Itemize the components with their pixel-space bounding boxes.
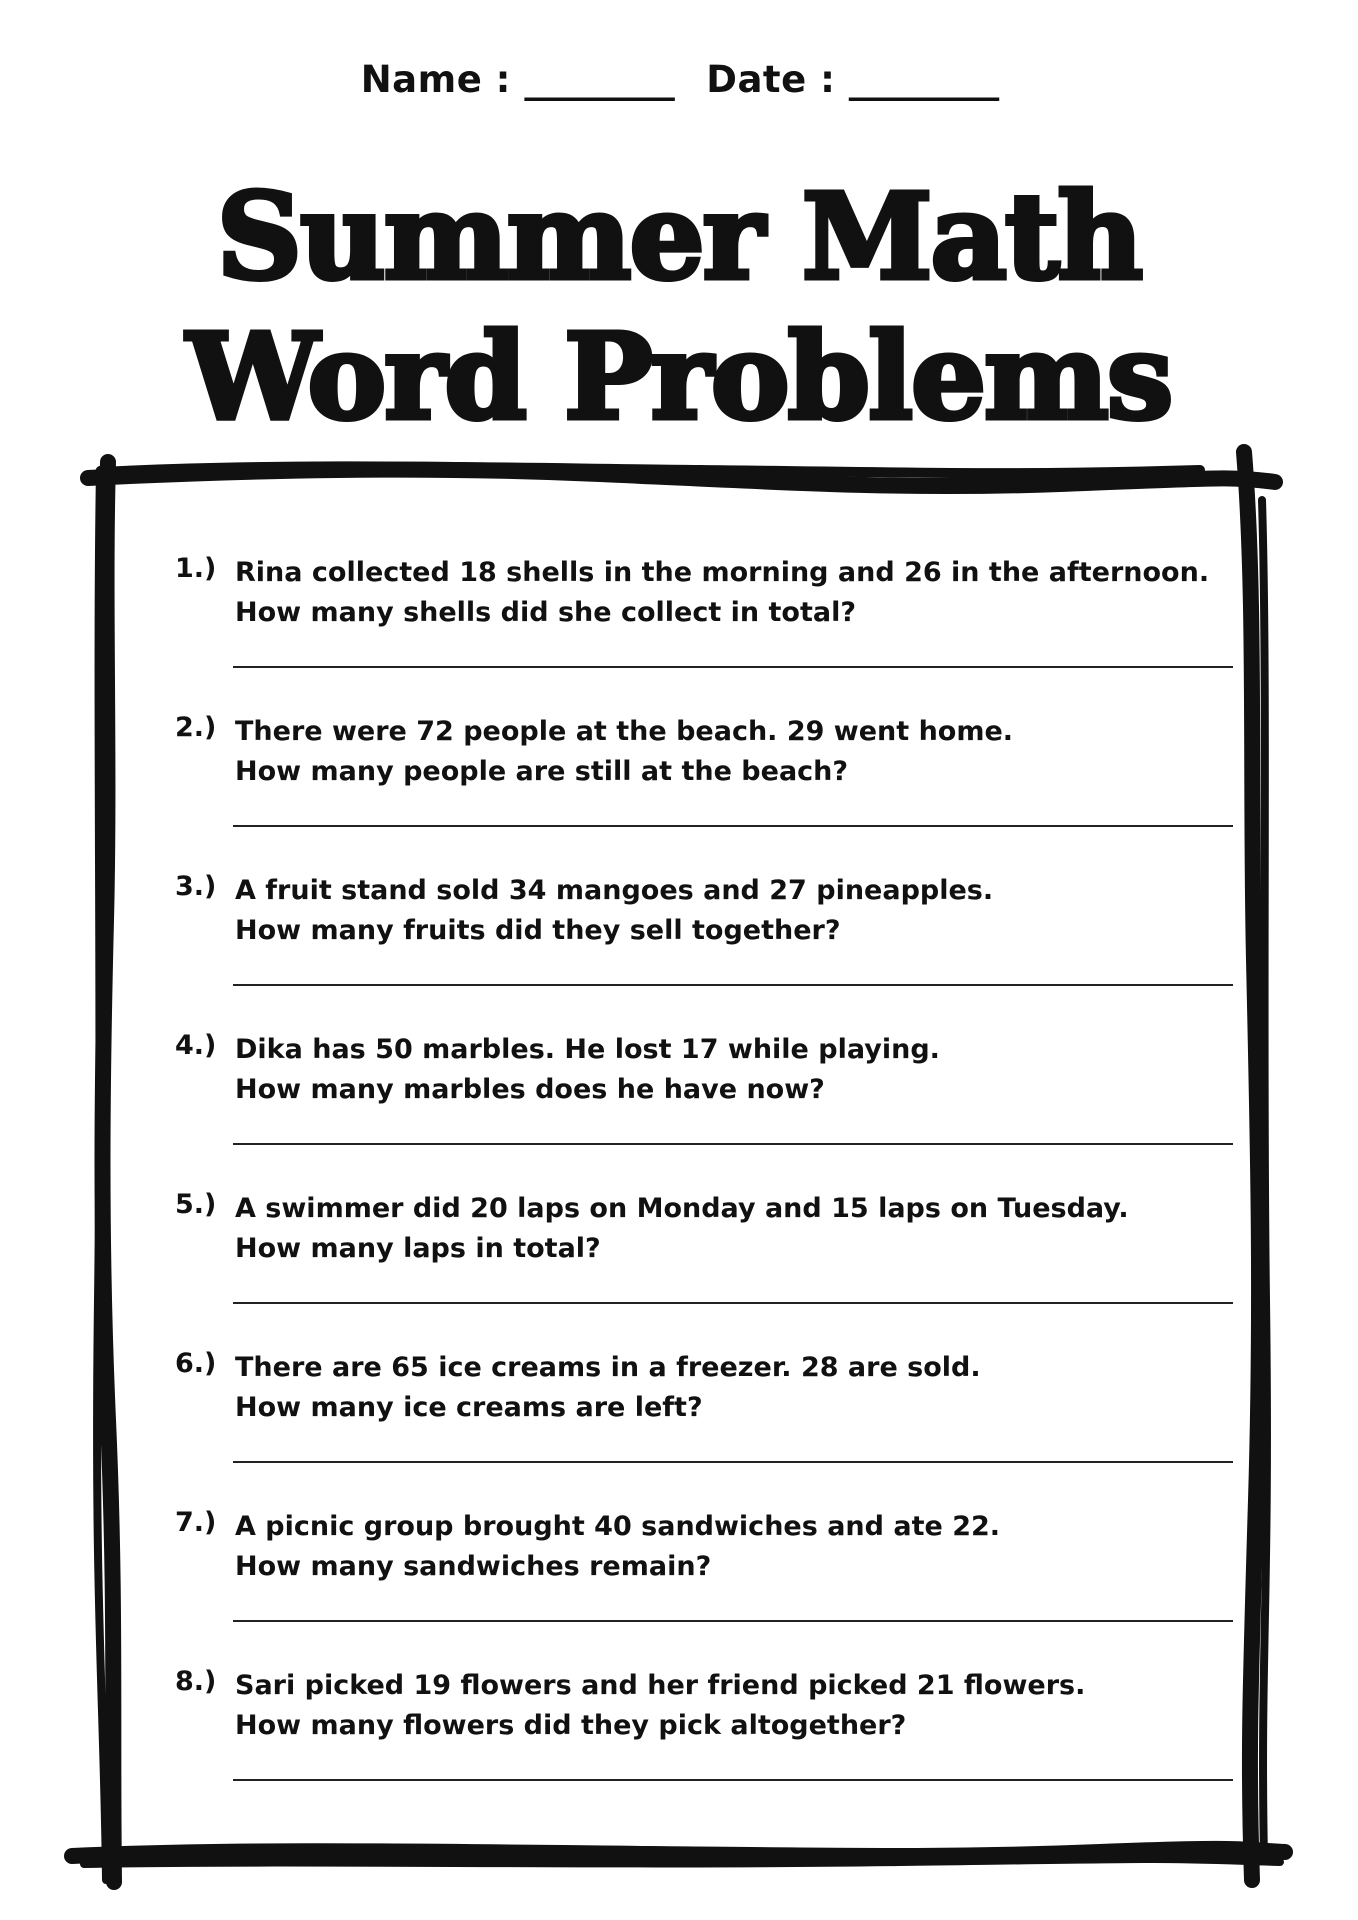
answer-line[interactable] <box>233 1620 1233 1622</box>
problem-text <box>235 1030 1195 1110</box>
problem-line-2: How many laps in total? <box>235 1233 601 1264</box>
problem-line-1: Rina collected 18 shells in the morning and 26 in the afternoon. <box>235 557 1210 588</box>
date-field[interactable] <box>706 58 997 101</box>
answer-line[interactable] <box>233 1461 1233 1463</box>
problem-line-1: Sari picked 19 flowers and her friend picked 21 flowers. <box>235 1670 1086 1701</box>
answer-line[interactable] <box>233 666 1233 668</box>
problem-text <box>235 1189 1195 1269</box>
problem-line-1: A fruit stand sold 34 mangoes and 27 pineapples. <box>235 875 994 906</box>
page-title-line-2: Word Problems <box>186 307 1172 446</box>
problem-number: 3.) <box>175 871 217 902</box>
problem-text <box>235 712 1195 792</box>
problem-line-1: Dika has 50 marbles. He lost 17 while playing. <box>235 1034 940 1065</box>
problem-text <box>235 1507 1195 1587</box>
problem-number: 6.) <box>175 1348 217 1379</box>
page-title-line-1: Summer Math <box>216 167 1142 306</box>
problem-number: 8.) <box>175 1666 217 1697</box>
answer-line[interactable] <box>233 1779 1233 1781</box>
problem-number: 1.) <box>175 553 217 584</box>
problem-line-2: How many ice creams are left? <box>235 1392 703 1423</box>
problem-text <box>235 553 1210 633</box>
name-blank[interactable]: _________ <box>524 58 673 101</box>
problem-line-2: How many shells did she collect in total? <box>235 597 857 628</box>
problem-line-1: A swimmer did 20 laps on Monday and 15 laps on Tuesday. <box>235 1193 1129 1224</box>
date-blank[interactable]: _________ <box>848 58 998 101</box>
problem-line-1: A picnic group brought 40 sandwiches and ate 22. <box>235 1511 1001 1542</box>
problem-number: 2.) <box>175 712 217 743</box>
problem-text <box>235 1348 1195 1428</box>
problem-line-2: How many fruits did they sell together? <box>235 915 841 946</box>
date-label: Date : <box>706 58 836 101</box>
header-row <box>0 58 1358 101</box>
problem-line-2: How many flowers did they pick altogether? <box>235 1710 907 1741</box>
answer-line[interactable] <box>233 984 1233 986</box>
problem-number: 4.) <box>175 1030 217 1061</box>
answer-line[interactable] <box>233 1143 1233 1145</box>
name-label: Name : <box>360 58 511 101</box>
problem-number: 7.) <box>175 1507 217 1538</box>
problem-number: 5.) <box>175 1189 217 1220</box>
problem-line-1: There are 65 ice creams in a freezer. 28 are sold. <box>235 1352 981 1383</box>
answer-line[interactable] <box>233 1302 1233 1304</box>
problem-text <box>235 1666 1195 1746</box>
name-field[interactable] <box>361 58 673 101</box>
problem-line-2: How many marbles does he have now? <box>235 1074 825 1105</box>
problem-text <box>235 871 1195 951</box>
answer-line[interactable] <box>233 825 1233 827</box>
problem-line-1: There were 72 people at the beach. 29 went home. <box>235 716 1014 747</box>
problem-line-2: How many sandwiches remain? <box>235 1551 712 1582</box>
problem-line-2: How many people are still at the beach? <box>235 756 849 787</box>
